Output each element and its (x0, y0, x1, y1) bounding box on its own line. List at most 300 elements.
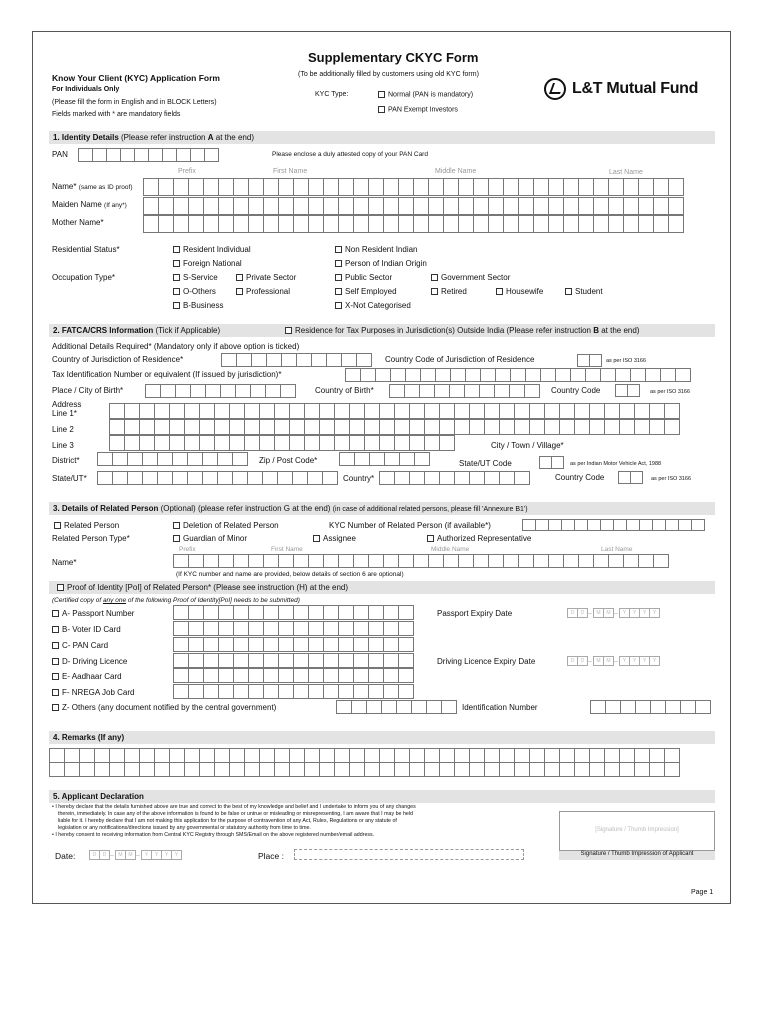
input-cell[interactable] (143, 197, 159, 215)
input-cell[interactable] (353, 605, 369, 620)
input-cell[interactable] (428, 178, 444, 196)
input-cell[interactable] (162, 148, 177, 162)
input-cell[interactable] (533, 178, 549, 196)
input-cell[interactable] (203, 197, 219, 215)
input-cell[interactable] (454, 762, 470, 777)
input-cell[interactable] (691, 519, 705, 531)
input-cell[interactable] (293, 178, 309, 196)
input-cell[interactable] (488, 215, 504, 233)
input-cell[interactable] (435, 368, 451, 382)
input-cell[interactable] (218, 554, 234, 568)
input-cell[interactable] (106, 148, 121, 162)
voter-id-input[interactable] (173, 621, 413, 636)
input-cell[interactable] (278, 215, 294, 233)
input-cell[interactable] (319, 419, 335, 435)
input-cell[interactable] (469, 748, 485, 763)
input-cell[interactable] (323, 554, 339, 568)
input-cell[interactable] (263, 178, 279, 196)
input-cell[interactable] (381, 700, 397, 714)
input-cell[interactable] (289, 403, 305, 419)
input-cell[interactable] (559, 419, 575, 435)
input-cell[interactable] (323, 637, 339, 652)
checkbox-icon[interactable] (496, 288, 503, 295)
input-cell[interactable] (169, 748, 185, 763)
input-cell[interactable] (398, 215, 414, 233)
input-cell[interactable] (124, 435, 140, 451)
input-cell[interactable] (94, 762, 110, 777)
input-cell[interactable] (664, 762, 680, 777)
input-cell[interactable] (289, 419, 305, 435)
input-cell[interactable] (409, 435, 425, 451)
input-cell[interactable] (608, 554, 624, 568)
input-cell[interactable] (203, 637, 219, 652)
input-cell[interactable] (473, 215, 489, 233)
opt-driving-licence[interactable] (52, 657, 127, 666)
input-cell[interactable] (259, 419, 275, 435)
input-cell[interactable] (274, 419, 290, 435)
input-cell[interactable] (274, 435, 290, 451)
input-cell[interactable] (232, 471, 248, 485)
input-cell[interactable] (620, 700, 636, 714)
input-cell[interactable] (173, 197, 189, 215)
input-cell[interactable] (218, 653, 234, 668)
input-cell[interactable] (424, 419, 440, 435)
input-cell[interactable] (244, 403, 260, 419)
checkbox-icon[interactable] (52, 673, 59, 680)
input-cell[interactable] (544, 762, 560, 777)
input-cell[interactable] (383, 197, 399, 215)
country-input[interactable] (379, 471, 529, 485)
input-cell[interactable] (623, 215, 639, 233)
input-cell[interactable] (204, 148, 219, 162)
opt-authorized-rep[interactable] (427, 534, 531, 543)
input-cell[interactable] (274, 762, 290, 777)
input-cell[interactable] (600, 519, 614, 531)
input-cell[interactable] (188, 554, 204, 568)
input-cell[interactable] (304, 762, 320, 777)
maiden-name-input[interactable] (143, 197, 683, 215)
input-cell[interactable] (551, 456, 564, 469)
input-cell[interactable] (184, 762, 200, 777)
input-cell[interactable] (405, 368, 421, 382)
input-cell[interactable] (413, 178, 429, 196)
country-code2-input[interactable] (618, 471, 642, 484)
input-cell[interactable] (277, 471, 293, 485)
input-cell[interactable] (389, 384, 405, 398)
input-cell[interactable] (187, 452, 203, 466)
input-cell[interactable] (383, 178, 399, 196)
input-cell[interactable] (92, 148, 107, 162)
input-cell[interactable] (484, 419, 500, 435)
opt-student[interactable] (565, 287, 603, 296)
input-cell[interactable] (307, 471, 323, 485)
input-cell[interactable] (544, 748, 560, 763)
input-cell[interactable] (514, 403, 530, 419)
input-cell[interactable] (233, 554, 249, 568)
input-cell[interactable] (394, 403, 410, 419)
input-cell[interactable] (229, 403, 245, 419)
input-cell[interactable] (218, 684, 234, 699)
input-cell[interactable] (368, 215, 384, 233)
input-cell[interactable] (293, 621, 309, 636)
input-cell[interactable] (188, 215, 204, 233)
input-cell[interactable] (188, 621, 204, 636)
input-cell[interactable] (394, 419, 410, 435)
input-cell[interactable] (187, 471, 203, 485)
checkbox-icon[interactable] (236, 274, 243, 281)
input-cell[interactable] (143, 215, 159, 233)
checkbox-icon[interactable] (335, 288, 342, 295)
input-cell[interactable] (157, 452, 173, 466)
input-cell[interactable] (638, 215, 654, 233)
input-cell[interactable] (202, 452, 218, 466)
input-cell[interactable] (635, 700, 651, 714)
input-cell[interactable] (353, 637, 369, 652)
input-cell[interactable] (570, 368, 586, 382)
input-cell[interactable] (247, 471, 263, 485)
checkbox-icon[interactable] (431, 274, 438, 281)
input-cell[interactable] (563, 215, 579, 233)
input-cell[interactable] (499, 419, 515, 435)
opt-deletion-related[interactable] (173, 521, 279, 530)
input-cell[interactable] (296, 353, 312, 367)
input-cell[interactable] (323, 197, 339, 215)
input-cell[interactable] (368, 637, 384, 652)
input-cell[interactable] (604, 403, 620, 419)
input-cell[interactable] (590, 700, 606, 714)
input-cell[interactable] (308, 197, 324, 215)
input-cell[interactable] (544, 419, 560, 435)
checkbox-icon[interactable] (173, 246, 180, 253)
checkbox-icon[interactable] (335, 260, 342, 267)
input-cell[interactable] (202, 471, 218, 485)
input-cell[interactable] (244, 419, 260, 435)
input-cell[interactable] (383, 621, 399, 636)
input-cell[interactable] (503, 197, 519, 215)
input-cell[interactable] (409, 748, 425, 763)
input-cell[interactable] (188, 197, 204, 215)
input-cell[interactable] (173, 684, 189, 699)
input-cell[interactable] (368, 621, 384, 636)
input-cell[interactable] (548, 519, 562, 531)
checkbox-icon[interactable] (313, 535, 320, 542)
input-cell[interactable] (218, 668, 234, 683)
input-cell[interactable] (173, 668, 189, 683)
input-cell[interactable] (293, 684, 309, 699)
input-cell[interactable] (203, 684, 219, 699)
input-cell[interactable] (217, 471, 233, 485)
input-cell[interactable] (203, 178, 219, 196)
input-cell[interactable] (668, 197, 684, 215)
input-cell[interactable] (638, 197, 654, 215)
input-cell[interactable] (205, 384, 221, 398)
input-cell[interactable] (559, 403, 575, 419)
input-cell[interactable] (218, 215, 234, 233)
input-cell[interactable] (235, 384, 251, 398)
input-cell[interactable] (653, 215, 669, 233)
input-cell[interactable] (559, 762, 575, 777)
input-cell[interactable] (368, 653, 384, 668)
input-cell[interactable] (411, 700, 427, 714)
input-cell[interactable] (199, 419, 215, 435)
input-cell[interactable] (109, 419, 125, 435)
input-cell[interactable] (278, 668, 294, 683)
input-cell[interactable] (364, 435, 380, 451)
input-cell[interactable] (278, 684, 294, 699)
country-jurisdiction-input[interactable] (221, 353, 371, 367)
opt-resident-individual[interactable] (173, 245, 251, 254)
input-cell[interactable] (589, 354, 602, 367)
input-cell[interactable] (248, 684, 264, 699)
input-cell[interactable] (398, 621, 414, 636)
kyc-number-input[interactable] (522, 519, 704, 531)
input-cell[interactable] (265, 384, 281, 398)
input-cell[interactable] (535, 519, 549, 531)
input-cell[interactable] (266, 353, 282, 367)
input-cell[interactable] (589, 762, 605, 777)
input-cell[interactable] (668, 215, 684, 233)
input-cell[interactable] (64, 762, 80, 777)
input-cell[interactable] (293, 554, 309, 568)
input-cell[interactable] (263, 215, 279, 233)
input-cell[interactable] (308, 605, 324, 620)
input-cell[interactable] (124, 403, 140, 419)
input-cell[interactable] (544, 403, 560, 419)
input-cell[interactable] (173, 653, 189, 668)
address-line3-input[interactable] (109, 435, 454, 451)
input-cell[interactable] (232, 452, 248, 466)
input-cell[interactable] (608, 215, 624, 233)
input-cell[interactable] (278, 653, 294, 668)
input-cell[interactable] (173, 637, 189, 652)
input-cell[interactable] (424, 748, 440, 763)
input-cell[interactable] (458, 178, 474, 196)
input-cell[interactable] (97, 471, 113, 485)
input-cell[interactable] (308, 621, 324, 636)
input-cell[interactable] (259, 403, 275, 419)
input-cell[interactable] (139, 748, 155, 763)
input-cell[interactable] (199, 748, 215, 763)
input-cell[interactable] (439, 748, 455, 763)
input-cell[interactable] (263, 605, 279, 620)
checkbox-icon[interactable] (378, 106, 385, 113)
input-cell[interactable] (439, 419, 455, 435)
input-cell[interactable] (619, 403, 635, 419)
input-cell[interactable] (184, 435, 200, 451)
input-cell[interactable] (548, 554, 564, 568)
input-cell[interactable] (413, 197, 429, 215)
input-cell[interactable] (555, 368, 571, 382)
input-cell[interactable] (574, 403, 590, 419)
input-cell[interactable] (341, 353, 357, 367)
input-cell[interactable] (634, 419, 650, 435)
input-cell[interactable] (419, 384, 435, 398)
input-cell[interactable] (589, 419, 605, 435)
input-cell[interactable] (338, 668, 354, 683)
input-cell[interactable] (338, 621, 354, 636)
input-cell[interactable] (533, 215, 549, 233)
opt-professional[interactable] (236, 287, 290, 296)
input-cell[interactable] (398, 605, 414, 620)
input-cell[interactable] (420, 368, 436, 382)
input-cell[interactable] (203, 605, 219, 620)
input-cell[interactable] (424, 762, 440, 777)
input-cell[interactable] (695, 700, 711, 714)
input-cell[interactable] (398, 668, 414, 683)
input-cell[interactable] (334, 748, 350, 763)
input-cell[interactable] (548, 215, 564, 233)
opt-nrega[interactable] (52, 688, 134, 697)
input-cell[interactable] (280, 384, 296, 398)
input-cell[interactable] (323, 653, 339, 668)
input-cell[interactable] (368, 684, 384, 699)
input-cell[interactable] (627, 384, 640, 397)
opt-voter-id[interactable] (52, 625, 121, 634)
input-cell[interactable] (124, 762, 140, 777)
input-cell[interactable] (188, 637, 204, 652)
input-cell[interactable] (439, 762, 455, 777)
input-cell[interactable] (248, 215, 264, 233)
checkbox-icon[interactable] (378, 91, 385, 98)
input-cell[interactable] (172, 471, 188, 485)
input-cell[interactable] (345, 368, 361, 382)
input-cell[interactable] (304, 419, 320, 435)
input-cell[interactable] (229, 435, 245, 451)
input-cell[interactable] (563, 197, 579, 215)
input-cell[interactable] (323, 668, 339, 683)
input-cell[interactable] (248, 605, 264, 620)
input-cell[interactable] (112, 452, 128, 466)
input-cell[interactable] (428, 215, 444, 233)
input-cell[interactable] (510, 368, 526, 382)
input-cell[interactable] (220, 384, 236, 398)
input-cell[interactable] (351, 700, 367, 714)
input-cell[interactable] (484, 403, 500, 419)
input-cell[interactable] (112, 471, 128, 485)
name-input[interactable] (143, 178, 683, 196)
checkbox-icon[interactable] (565, 288, 572, 295)
input-cell[interactable] (364, 419, 380, 435)
input-cell[interactable] (574, 762, 590, 777)
input-cell[interactable] (398, 197, 414, 215)
input-cell[interactable] (533, 197, 549, 215)
input-cell[interactable] (274, 748, 290, 763)
input-cell[interactable] (458, 197, 474, 215)
input-cell[interactable] (409, 419, 425, 435)
input-cell[interactable] (383, 215, 399, 233)
input-cell[interactable] (190, 148, 205, 162)
input-cell[interactable] (308, 554, 324, 568)
input-cell[interactable] (319, 435, 335, 451)
place-input[interactable] (294, 849, 524, 860)
input-cell[interactable] (338, 178, 354, 196)
input-cell[interactable] (188, 605, 204, 620)
input-cell[interactable] (578, 178, 594, 196)
input-cell[interactable] (259, 762, 275, 777)
input-cell[interactable] (514, 471, 530, 485)
input-cell[interactable] (203, 554, 219, 568)
input-cell[interactable] (665, 700, 681, 714)
input-cell[interactable] (428, 197, 444, 215)
opt-o-others[interactable] (173, 287, 216, 296)
input-cell[interactable] (653, 554, 669, 568)
input-cell[interactable] (529, 403, 545, 419)
input-cell[interactable] (278, 605, 294, 620)
input-cell[interactable] (424, 403, 440, 419)
input-cell[interactable] (169, 419, 185, 435)
input-cell[interactable] (323, 178, 339, 196)
input-cell[interactable] (518, 197, 534, 215)
input-cell[interactable] (514, 748, 530, 763)
input-cell[interactable] (338, 684, 354, 699)
input-cell[interactable] (354, 452, 370, 466)
input-cell[interactable] (229, 419, 245, 435)
input-cell[interactable] (383, 684, 399, 699)
input-cell[interactable] (529, 419, 545, 435)
input-cell[interactable] (399, 452, 415, 466)
opt-private-sector[interactable] (236, 273, 296, 282)
input-cell[interactable] (626, 519, 640, 531)
passport-expiry-date[interactable] (567, 608, 659, 618)
input-cell[interactable] (158, 178, 174, 196)
input-cell[interactable] (233, 668, 249, 683)
input-cell[interactable] (142, 471, 158, 485)
input-cell[interactable] (184, 748, 200, 763)
input-cell[interactable] (396, 700, 412, 714)
input-cell[interactable] (353, 178, 369, 196)
country-birth-input[interactable] (389, 384, 539, 398)
input-cell[interactable] (353, 554, 369, 568)
input-cell[interactable] (338, 215, 354, 233)
input-cell[interactable] (199, 435, 215, 451)
signature-box[interactable] (559, 811, 715, 851)
input-cell[interactable] (292, 471, 308, 485)
input-cell[interactable] (323, 605, 339, 620)
input-cell[interactable] (248, 621, 264, 636)
input-cell[interactable] (366, 700, 382, 714)
input-cell[interactable] (94, 748, 110, 763)
input-cell[interactable] (525, 368, 541, 382)
input-cell[interactable] (323, 684, 339, 699)
input-cell[interactable] (593, 197, 609, 215)
input-cell[interactable] (308, 637, 324, 652)
input-cell[interactable] (289, 762, 305, 777)
input-cell[interactable] (428, 554, 444, 568)
input-cell[interactable] (675, 368, 691, 382)
input-cell[interactable] (184, 419, 200, 435)
input-cell[interactable] (604, 748, 620, 763)
input-cell[interactable] (353, 668, 369, 683)
country-code-input[interactable] (615, 384, 639, 397)
place-birth-input[interactable] (145, 384, 295, 398)
input-cell[interactable] (473, 178, 489, 196)
input-cell[interactable] (469, 471, 485, 485)
input-cell[interactable] (458, 554, 474, 568)
input-cell[interactable] (413, 215, 429, 233)
input-cell[interactable] (349, 419, 365, 435)
kyc-type-pan-exempt[interactable] (378, 106, 458, 113)
driving-expiry-date[interactable] (567, 656, 659, 666)
input-cell[interactable] (217, 452, 233, 466)
input-cell[interactable] (229, 762, 245, 777)
input-cell[interactable] (139, 419, 155, 435)
input-cell[interactable] (244, 748, 260, 763)
input-cell[interactable] (469, 419, 485, 435)
input-cell[interactable] (233, 684, 249, 699)
remarks-row1[interactable] (49, 748, 679, 763)
input-cell[interactable] (334, 419, 350, 435)
input-cell[interactable] (311, 353, 327, 367)
